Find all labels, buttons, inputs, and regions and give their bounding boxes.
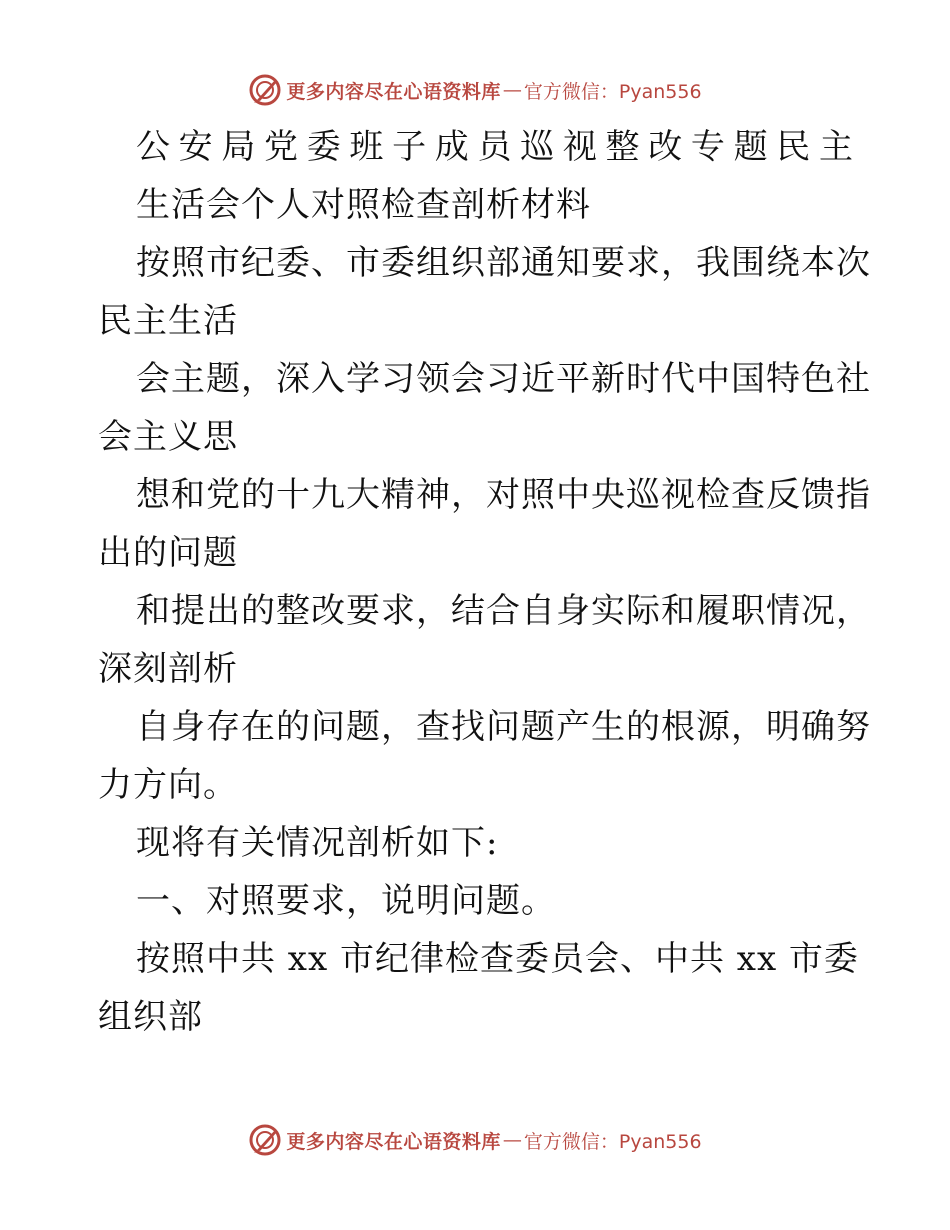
banner-text: 更多内容尽在心语资料库 (286, 1130, 501, 1153)
pen-logo-icon (248, 1123, 282, 1157)
title-line-2: 生活会个人对照检查剖析材料 (136, 185, 591, 225)
banner-wechat: 官方微信：Pyan556 (523, 1130, 702, 1153)
paragraph-line: 自身存在的问题，查找问题产生的根源，明确努 (136, 707, 871, 747)
banner-wechat: 官方微信：Pyan556 (523, 80, 702, 103)
banner-dash: — (502, 1129, 522, 1151)
paragraph-line: 组织部 (98, 997, 203, 1037)
pen-logo-icon (248, 73, 282, 107)
document-body (98, 118, 871, 1046)
footer-watermark-banner (0, 1118, 950, 1162)
paragraph-line: 民主生活 (98, 301, 238, 341)
header-watermark-banner (0, 68, 950, 112)
banner-dash: — (502, 79, 522, 101)
paragraph-line: 会主义思 (98, 417, 238, 457)
paragraph-line: 出的问题 (98, 533, 238, 573)
paragraph-line: 会主题，深入学习领会习近平新时代中国特色社 (136, 359, 871, 399)
section-heading: 一、对照要求，说明问题。 (136, 881, 556, 921)
paragraph-line: 按照中共 xx 市纪律检查委员会、中共 xx 市委 (136, 939, 859, 979)
paragraph-line: 按照市纪委、市委组织部通知要求，我围绕本次 (136, 243, 871, 283)
paragraph-line: 和提出的整改要求，结合自身实际和履职情况， (136, 591, 871, 631)
banner-text: 更多内容尽在心语资料库 (286, 80, 501, 103)
title-line-1: 公安局党委班子成员巡视整改专题民主 (136, 127, 854, 167)
paragraph-line: 力方向。 (98, 765, 238, 805)
paragraph-line: 深刻剖析 (98, 649, 238, 689)
paragraph-line: 想和党的十九大精神，对照中央巡视检查反馈指 (136, 475, 871, 515)
paragraph-line: 现将有关情况剖析如下: (136, 823, 499, 863)
